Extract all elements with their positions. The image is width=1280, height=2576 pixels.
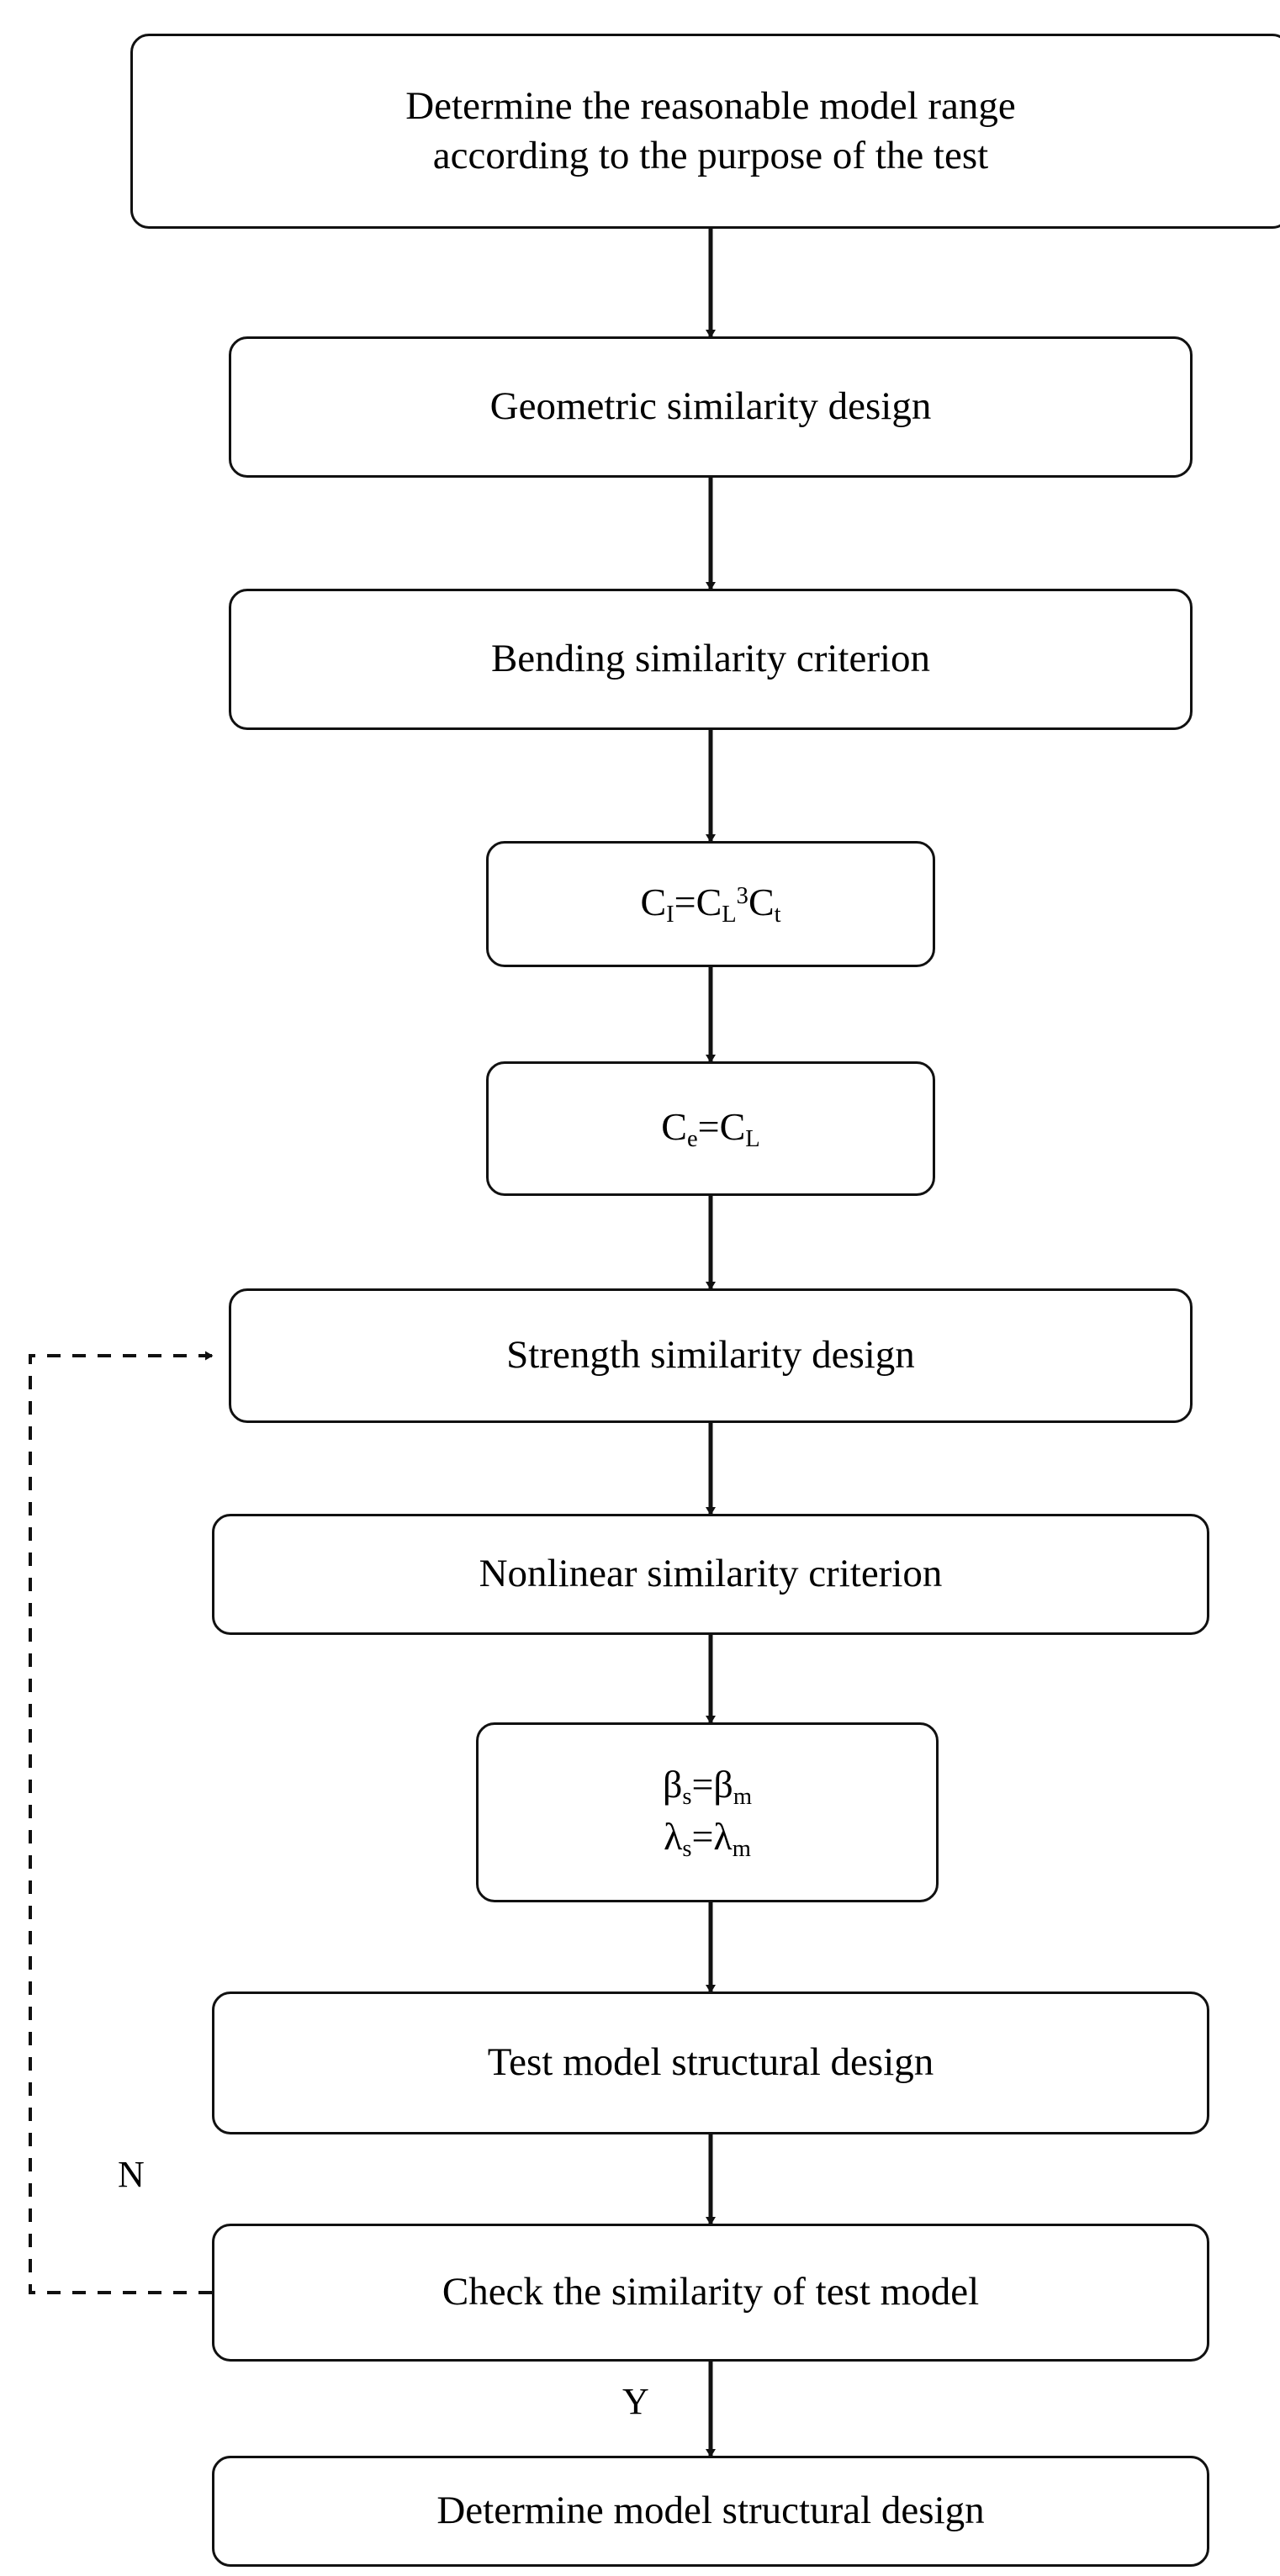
node-label: Check the similarity of test model: [442, 2270, 980, 2314]
node-label: Test model structural design: [487, 2040, 934, 2085]
node-determine-model-range: [130, 34, 1280, 229]
node-strength-similarity-design: [229, 1288, 1193, 1423]
node-line-2: according to the purpose of the test: [432, 134, 989, 177]
node-line-1: Determine the reasonable model range: [405, 84, 1016, 129]
node-test-model-structural-design: [212, 1992, 1209, 2134]
node-label: Bending similarity criterion: [490, 637, 931, 681]
formula-ce-text: $C_e=C_L$: [661, 1104, 760, 1152]
edge-label-yes: Y: [622, 2381, 649, 2422]
node-determine-model-structural-design: [212, 2456, 1209, 2567]
node-label: Strength similarity design: [506, 1333, 915, 1378]
node-check-similarity: [212, 2224, 1209, 2362]
node-label: Geometric similarity design: [489, 384, 932, 429]
node-formula-ce: [486, 1061, 935, 1196]
edge-label-no: N: [118, 2154, 145, 2195]
node-formula-ci: [486, 841, 935, 967]
node-formula-beta-lambda: [476, 1722, 939, 1902]
formula-lambda-text: $\lambda_s=\lambda_m$: [664, 1815, 751, 1862]
node-label: Determine model structural design: [436, 2489, 985, 2533]
node-geometric-similarity-design: [229, 336, 1193, 478]
node-bending-similarity-criterion: [229, 589, 1193, 730]
formula-beta-text: $\beta_s=\beta_m$: [662, 1763, 753, 1811]
formula-ci-text: $C_I=C_L^3C_t$: [640, 880, 781, 928]
node-label: Nonlinear similarity criterion: [479, 1552, 943, 1596]
node-nonlinear-similarity-criterion: [212, 1514, 1209, 1635]
